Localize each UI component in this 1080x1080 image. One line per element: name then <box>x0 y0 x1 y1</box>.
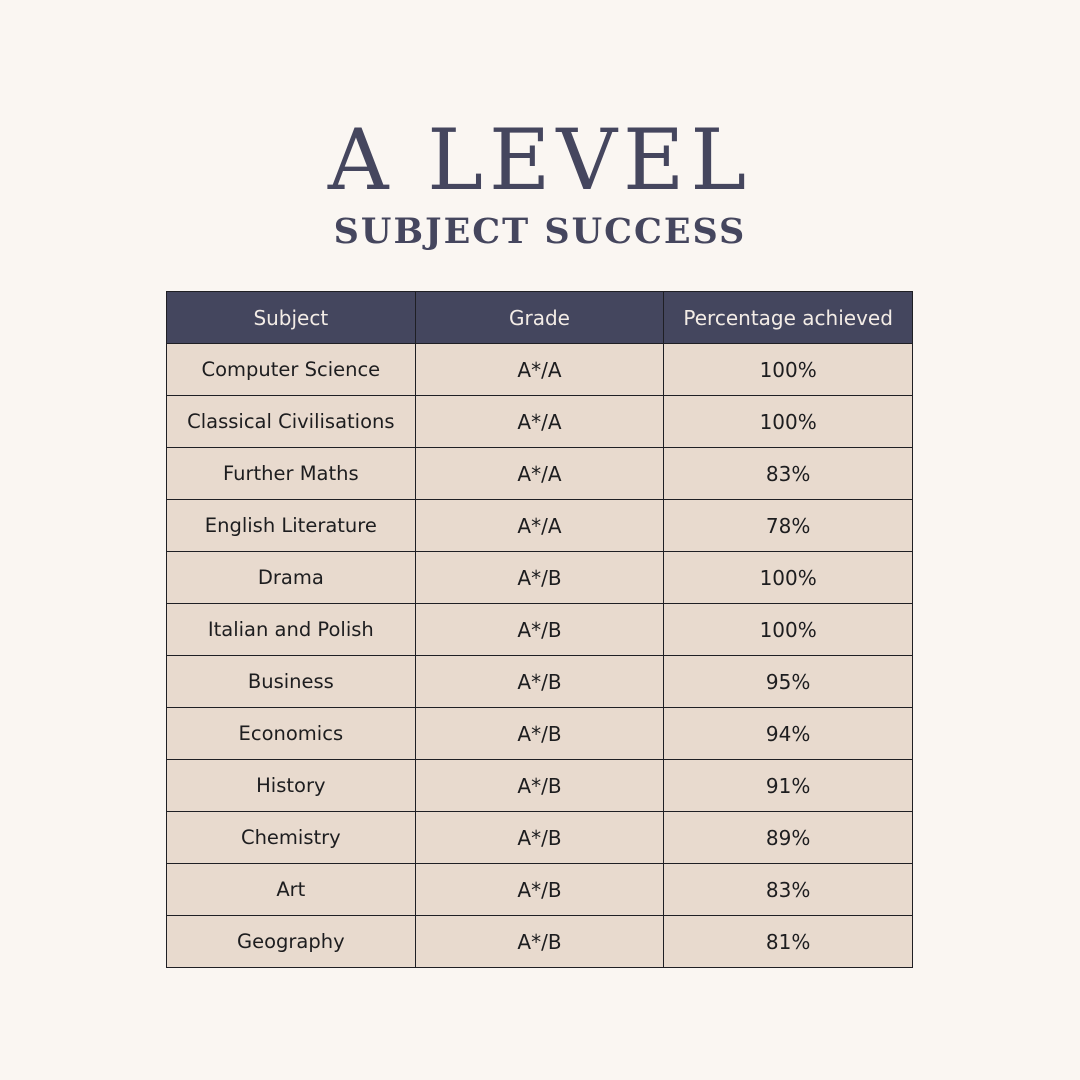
percentage-cell: 100% <box>664 552 913 604</box>
subject-cell: Drama <box>167 552 416 604</box>
grade-cell: A*/B <box>415 708 664 760</box>
grade-cell: A*/B <box>415 812 664 864</box>
table-row <box>167 396 913 448</box>
subject-cell: Art <box>167 864 416 916</box>
subject-cell: Business <box>167 656 416 708</box>
subject-cell: Classical Civilisations <box>167 396 416 448</box>
percentage-cell: 83% <box>664 864 913 916</box>
percentage-cell: 100% <box>664 396 913 448</box>
grade-cell: A*/A <box>415 500 664 552</box>
percentage-cell: 83% <box>664 448 913 500</box>
table-row <box>167 708 913 760</box>
grade-cell: A*/B <box>415 916 664 968</box>
table-row <box>167 344 913 396</box>
percentage-cell: 95% <box>664 656 913 708</box>
table-body <box>167 344 913 968</box>
percentage-cell: 91% <box>664 760 913 812</box>
grade-cell: A*/A <box>415 396 664 448</box>
results-table <box>166 291 913 968</box>
table-row <box>167 500 913 552</box>
subject-cell: Economics <box>167 708 416 760</box>
table-header <box>167 292 913 344</box>
page-subtitle: SUBJECT SUCCESS <box>333 211 747 252</box>
percentage-cell: 89% <box>664 812 913 864</box>
table-row <box>167 916 913 968</box>
table-row <box>167 552 913 604</box>
grade-cell: A*/B <box>415 604 664 656</box>
percentage-cell: 100% <box>664 604 913 656</box>
subject-cell: Chemistry <box>167 812 416 864</box>
subject-cell: Further Maths <box>167 448 416 500</box>
subject-cell: Computer Science <box>167 344 416 396</box>
percentage-column-header: Percentage achieved <box>664 292 913 344</box>
grade-cell: A*/A <box>415 344 664 396</box>
subject-cell: Italian and Polish <box>167 604 416 656</box>
table-row <box>167 448 913 500</box>
percentage-cell: 81% <box>664 916 913 968</box>
grade-cell: A*/B <box>415 656 664 708</box>
percentage-cell: 94% <box>664 708 913 760</box>
percentage-cell: 100% <box>664 344 913 396</box>
percentage-cell: 78% <box>664 500 913 552</box>
grade-cell: A*/B <box>415 760 664 812</box>
page-title: A LEVEL <box>327 111 753 209</box>
table-row <box>167 864 913 916</box>
table-row <box>167 760 913 812</box>
grade-cell: A*/B <box>415 552 664 604</box>
grade-cell: A*/A <box>415 448 664 500</box>
subject-column-header: Subject <box>167 292 416 344</box>
grade-column-header: Grade <box>415 292 664 344</box>
table-row <box>167 812 913 864</box>
subject-cell: History <box>167 760 416 812</box>
grade-cell: A*/B <box>415 864 664 916</box>
header-row <box>167 292 913 344</box>
table-row <box>167 656 913 708</box>
table-row <box>167 604 913 656</box>
subject-cell: Geography <box>167 916 416 968</box>
subject-cell: English Literature <box>167 500 416 552</box>
